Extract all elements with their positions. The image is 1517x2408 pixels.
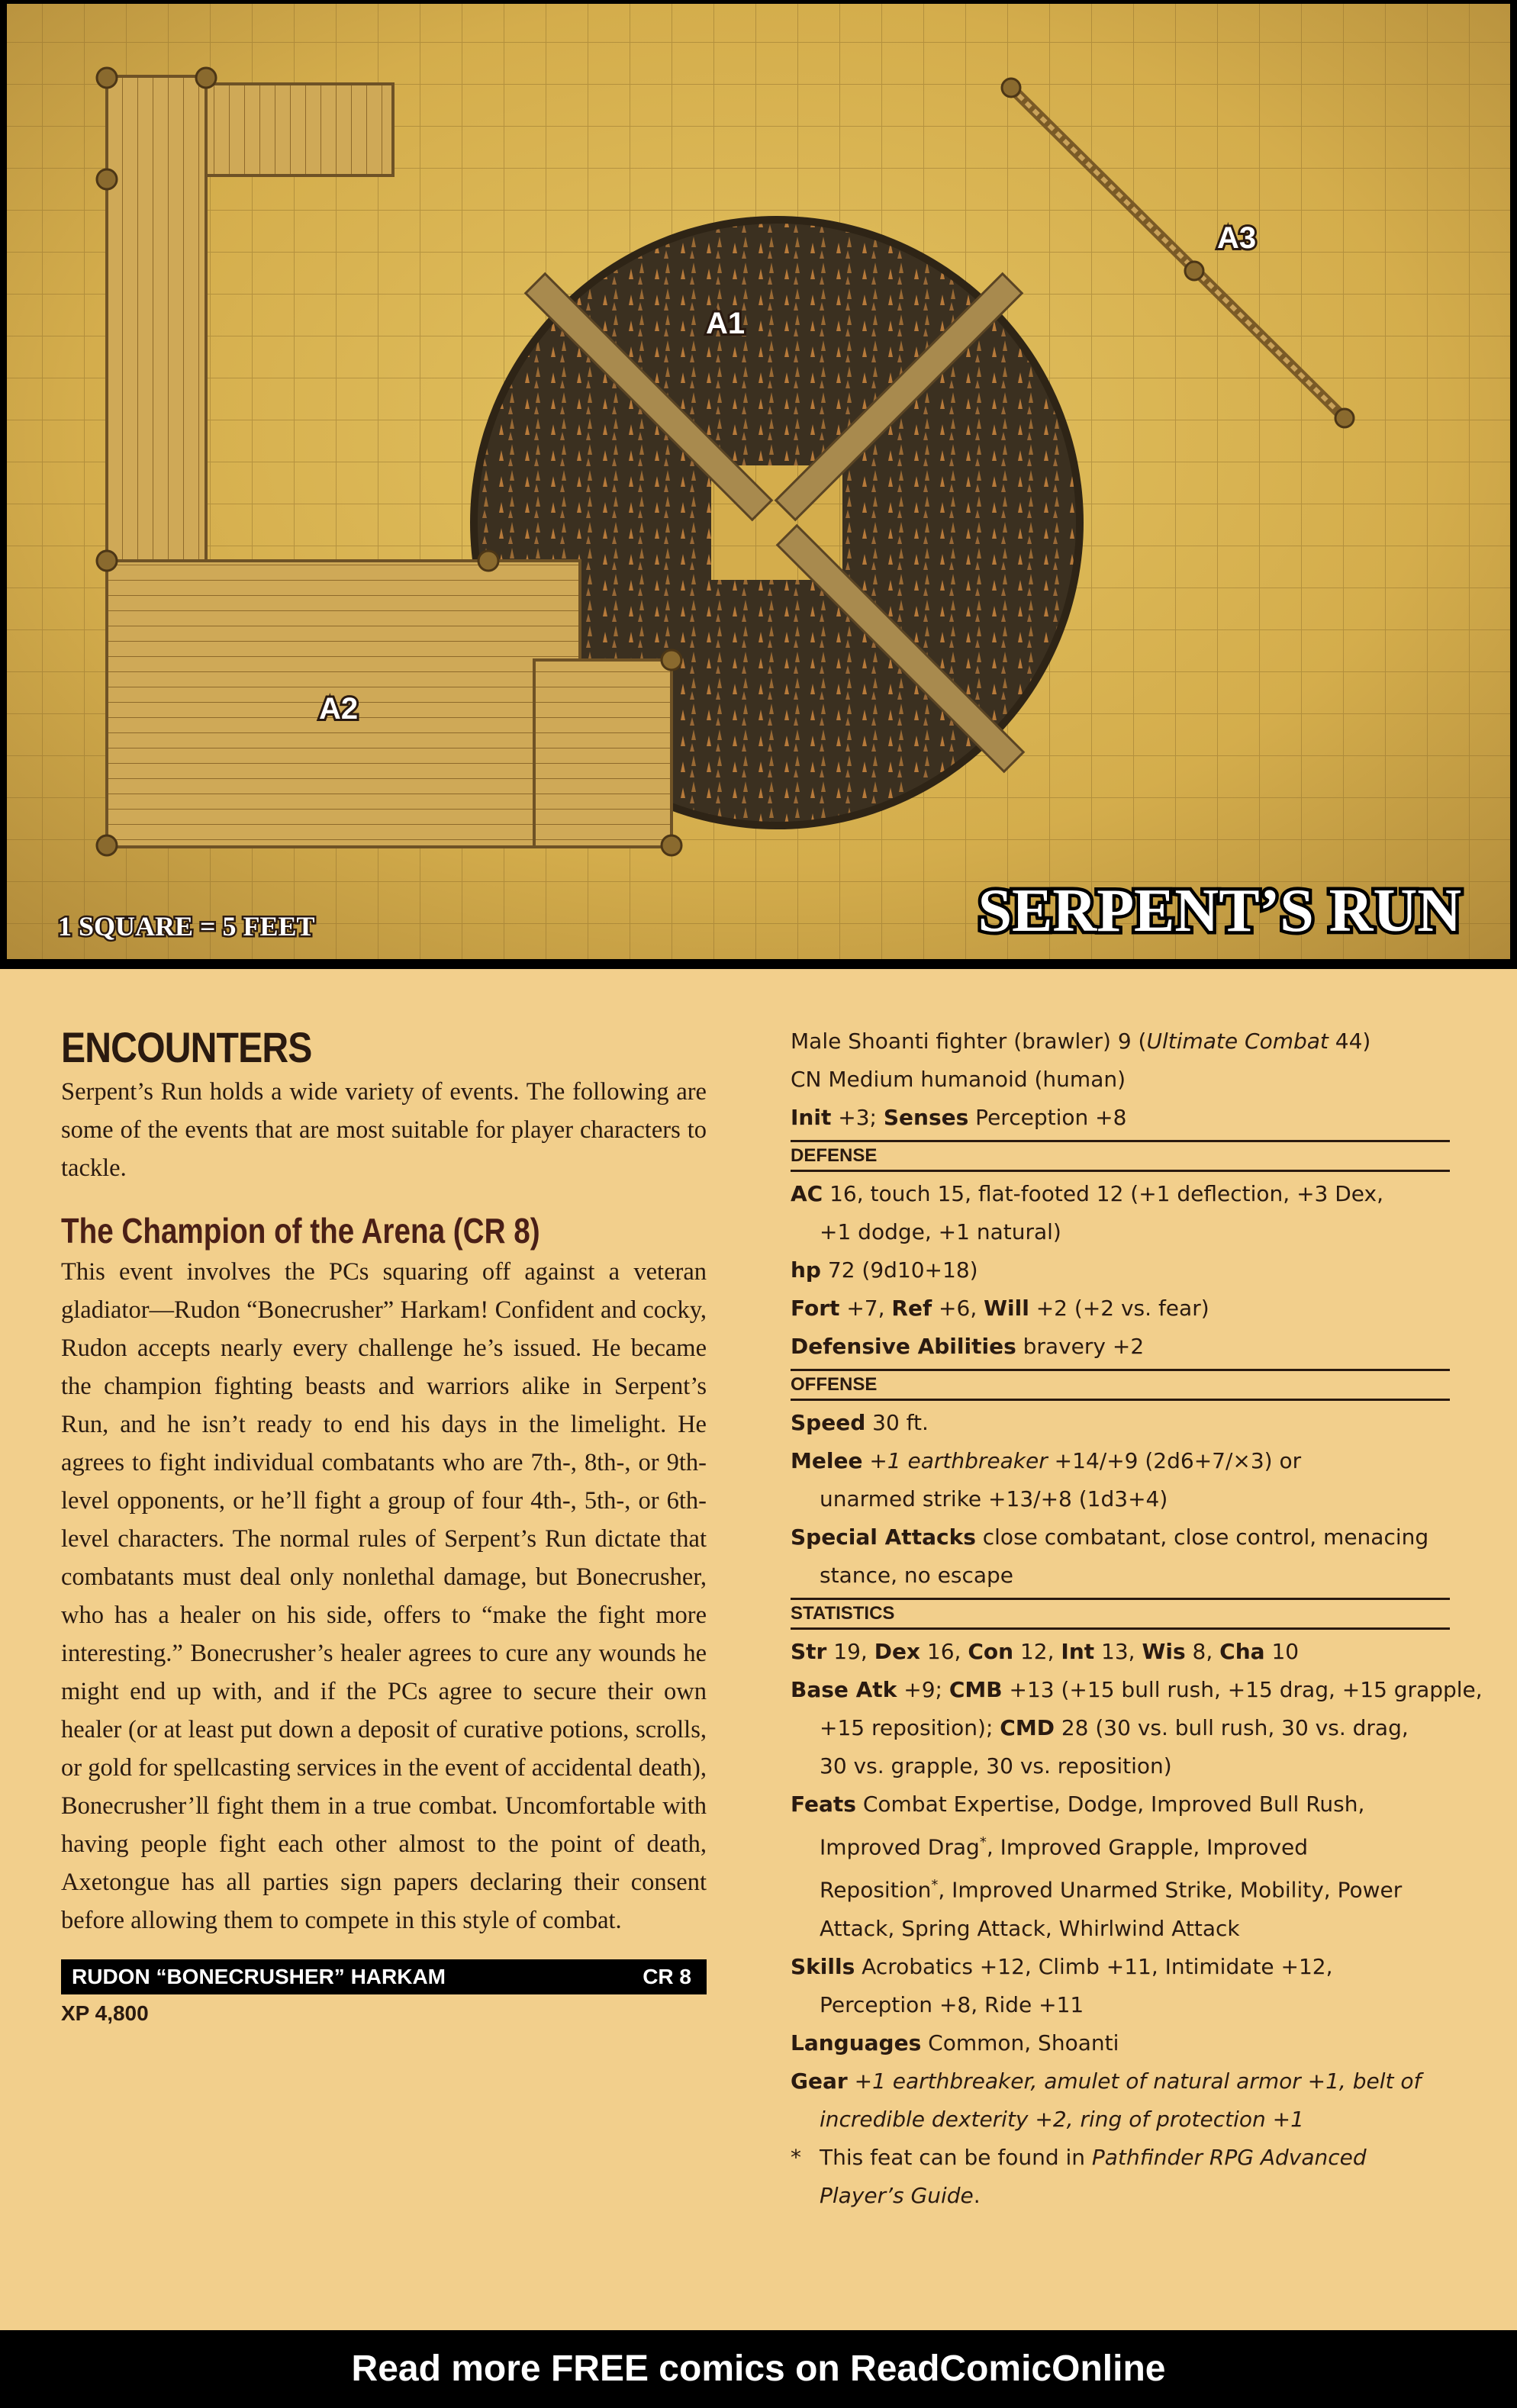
stat-hp: hp 72 (9d10+18) [791,1257,978,1283]
map-label-a1: A1 [706,307,746,340]
section-defense: DEFENSE [791,1140,1450,1172]
statblock-xp: XP 4,800 [61,2001,149,2025]
statblock [791,1022,1483,2215]
map-illustration [0,0,1517,969]
map-label-a2: A2 [319,692,359,726]
map-scale: 1 SQUARE = 5 FEET [58,911,315,942]
stat-cmd-cont: 30 vs. grapple, 30 vs. reposition) [820,1753,1172,1779]
stat-gear-cont: incredible dexterity +2, ring of protection +1 [820,2106,1304,2132]
stat-feats: Feats Combat Expertise, Dodge, Improved Bull Rush, [791,1792,1365,1817]
stat-defensive-abilities: Defensive Abilities bravery +2 [791,1334,1145,1359]
stat-melee: Melee +1 earthbreaker +14/+9 (2d6+7/×3) or [791,1448,1302,1473]
arena-map [0,0,1517,969]
section-heading: ENCOUNTERS [61,1023,312,1071]
stat-gear: Gear +1 earthbreaker, amulet of natural armor +1, belt of [791,2068,1422,2094]
stat-init: Init +3; Senses Perception +8 [791,1105,1127,1130]
stat-cmd: +15 reposition); CMD 28 (30 vs. bull rush, 30 vs. drag, [820,1715,1409,1740]
statblock-name: RUDON “BONECRUSHER” HARKAM [72,1965,446,1988]
statblock-cr: CR 8 [643,1965,691,1988]
stat-race-class: Male Shoanti fighter (brawler) 9 (Ultimate Combat 44) [791,1029,1371,1054]
stat-skills-cont: Perception +8, Ride +11 [820,1991,1084,2017]
stat-feats-cont3: Attack, Spring Attack, Whirlwind Attack [820,1915,1240,1941]
stat-feats-cont1: Improved Drag*, Improved Grapple, Improved [820,1834,1309,1860]
intro-paragraph: Serpent’s Run holds a wide variety of events. The following are some of the events that are most suitable for player characters to tackle. [61,1078,707,1182]
stat-footnote: * This feat can be found in Pathfinder RPG Advanced [791,2144,1367,2170]
stat-ac: AC 16, touch 15, flat-footed 12 (+1 deflection, +3 Dex, [791,1181,1384,1206]
stat-special-attacks-cont: stance, no escape [820,1563,1014,1588]
stat-languages: Languages Common, Shoanti [791,2030,1119,2055]
stat-footnote-cont: Player’s Guide. [820,2182,981,2208]
encounter-paragraph: This event involves the PCs squaring off against a veteran gladiator—Rudon “Bonecrusher” Harkam! Confident and cocky, Rudon accepts nearly every challenge he’s issued. He became the champion fighting beasts and warriors alike in Serpent’s Run, and he isn’t ready to end his days in the limelight. He agrees to fight individual combatants who are 7th-, 8th-, or 9th-level opponents, or he’ll fight a group of four 4th-, 5th-, or 6th-level characters. The normal rules of Serpent’s Run dictate that combatants must deal only nonlethal damage, but Bonecrusher, who has a healer on his side, offers to “make the fight more interesting.” Bonecrusher’s healer agrees to cure any wounds he might end up with, and if the PCs agree to secure their own healer (or at least put down a deposit of curative potions, scrolls, or gold for spellcasting services in the event of accidental death), Bonecrusher’ll fight them in a true combat. Uncomfortable with having people fight each other almost to the point of death, Axetongue has all parties sign papers declaring their consent before allowing them to compete in this style of combat. [61,1258,707,1934]
encounters-column [61,1022,707,2033]
section-statistics: STATISTICS [791,1598,1450,1630]
stat-special-attacks: Special Attacks close combatant, close control, menacing [791,1524,1429,1550]
stat-abilities: Str 19, Dex 16, Con 12, Int 13, Wis 8, Cha 10 [791,1639,1300,1664]
stat-bab: Base Atk +9; CMB +13 (+15 bull rush, +15 drag, +15 grapple, [791,1677,1483,1702]
stat-melee-cont: unarmed strike +13/+8 (1d3+4) [820,1486,1168,1511]
promo-banner[interactable]: Read more FREE comics on ReadComicOnline [0,2330,1517,2408]
map-title: SERPENT’S RUN [978,877,1461,945]
stat-ac-cont: +1 dodge, +1 natural) [820,1219,1061,1244]
stat-speed: Speed 30 ft. [791,1410,929,1435]
stat-skills: Skills Acrobatics +12, Climb +11, Intimidate +12, [791,1953,1333,1979]
section-offense: OFFENSE [791,1369,1450,1401]
statblock-title-bar [61,1959,707,1994]
stat-saves: Fort +7, Ref +6, Will +2 (+2 vs. fear) [791,1296,1209,1321]
map-label-a3: A3 [1217,221,1257,255]
stat-feats-cont2: Reposition*, Improved Unarmed Strike, Mobility, Power [820,1877,1403,1903]
stat-type: CN Medium humanoid (human) [791,1067,1126,1092]
encounter-heading: The Champion of the Arena (CR 8) [61,1211,540,1251]
